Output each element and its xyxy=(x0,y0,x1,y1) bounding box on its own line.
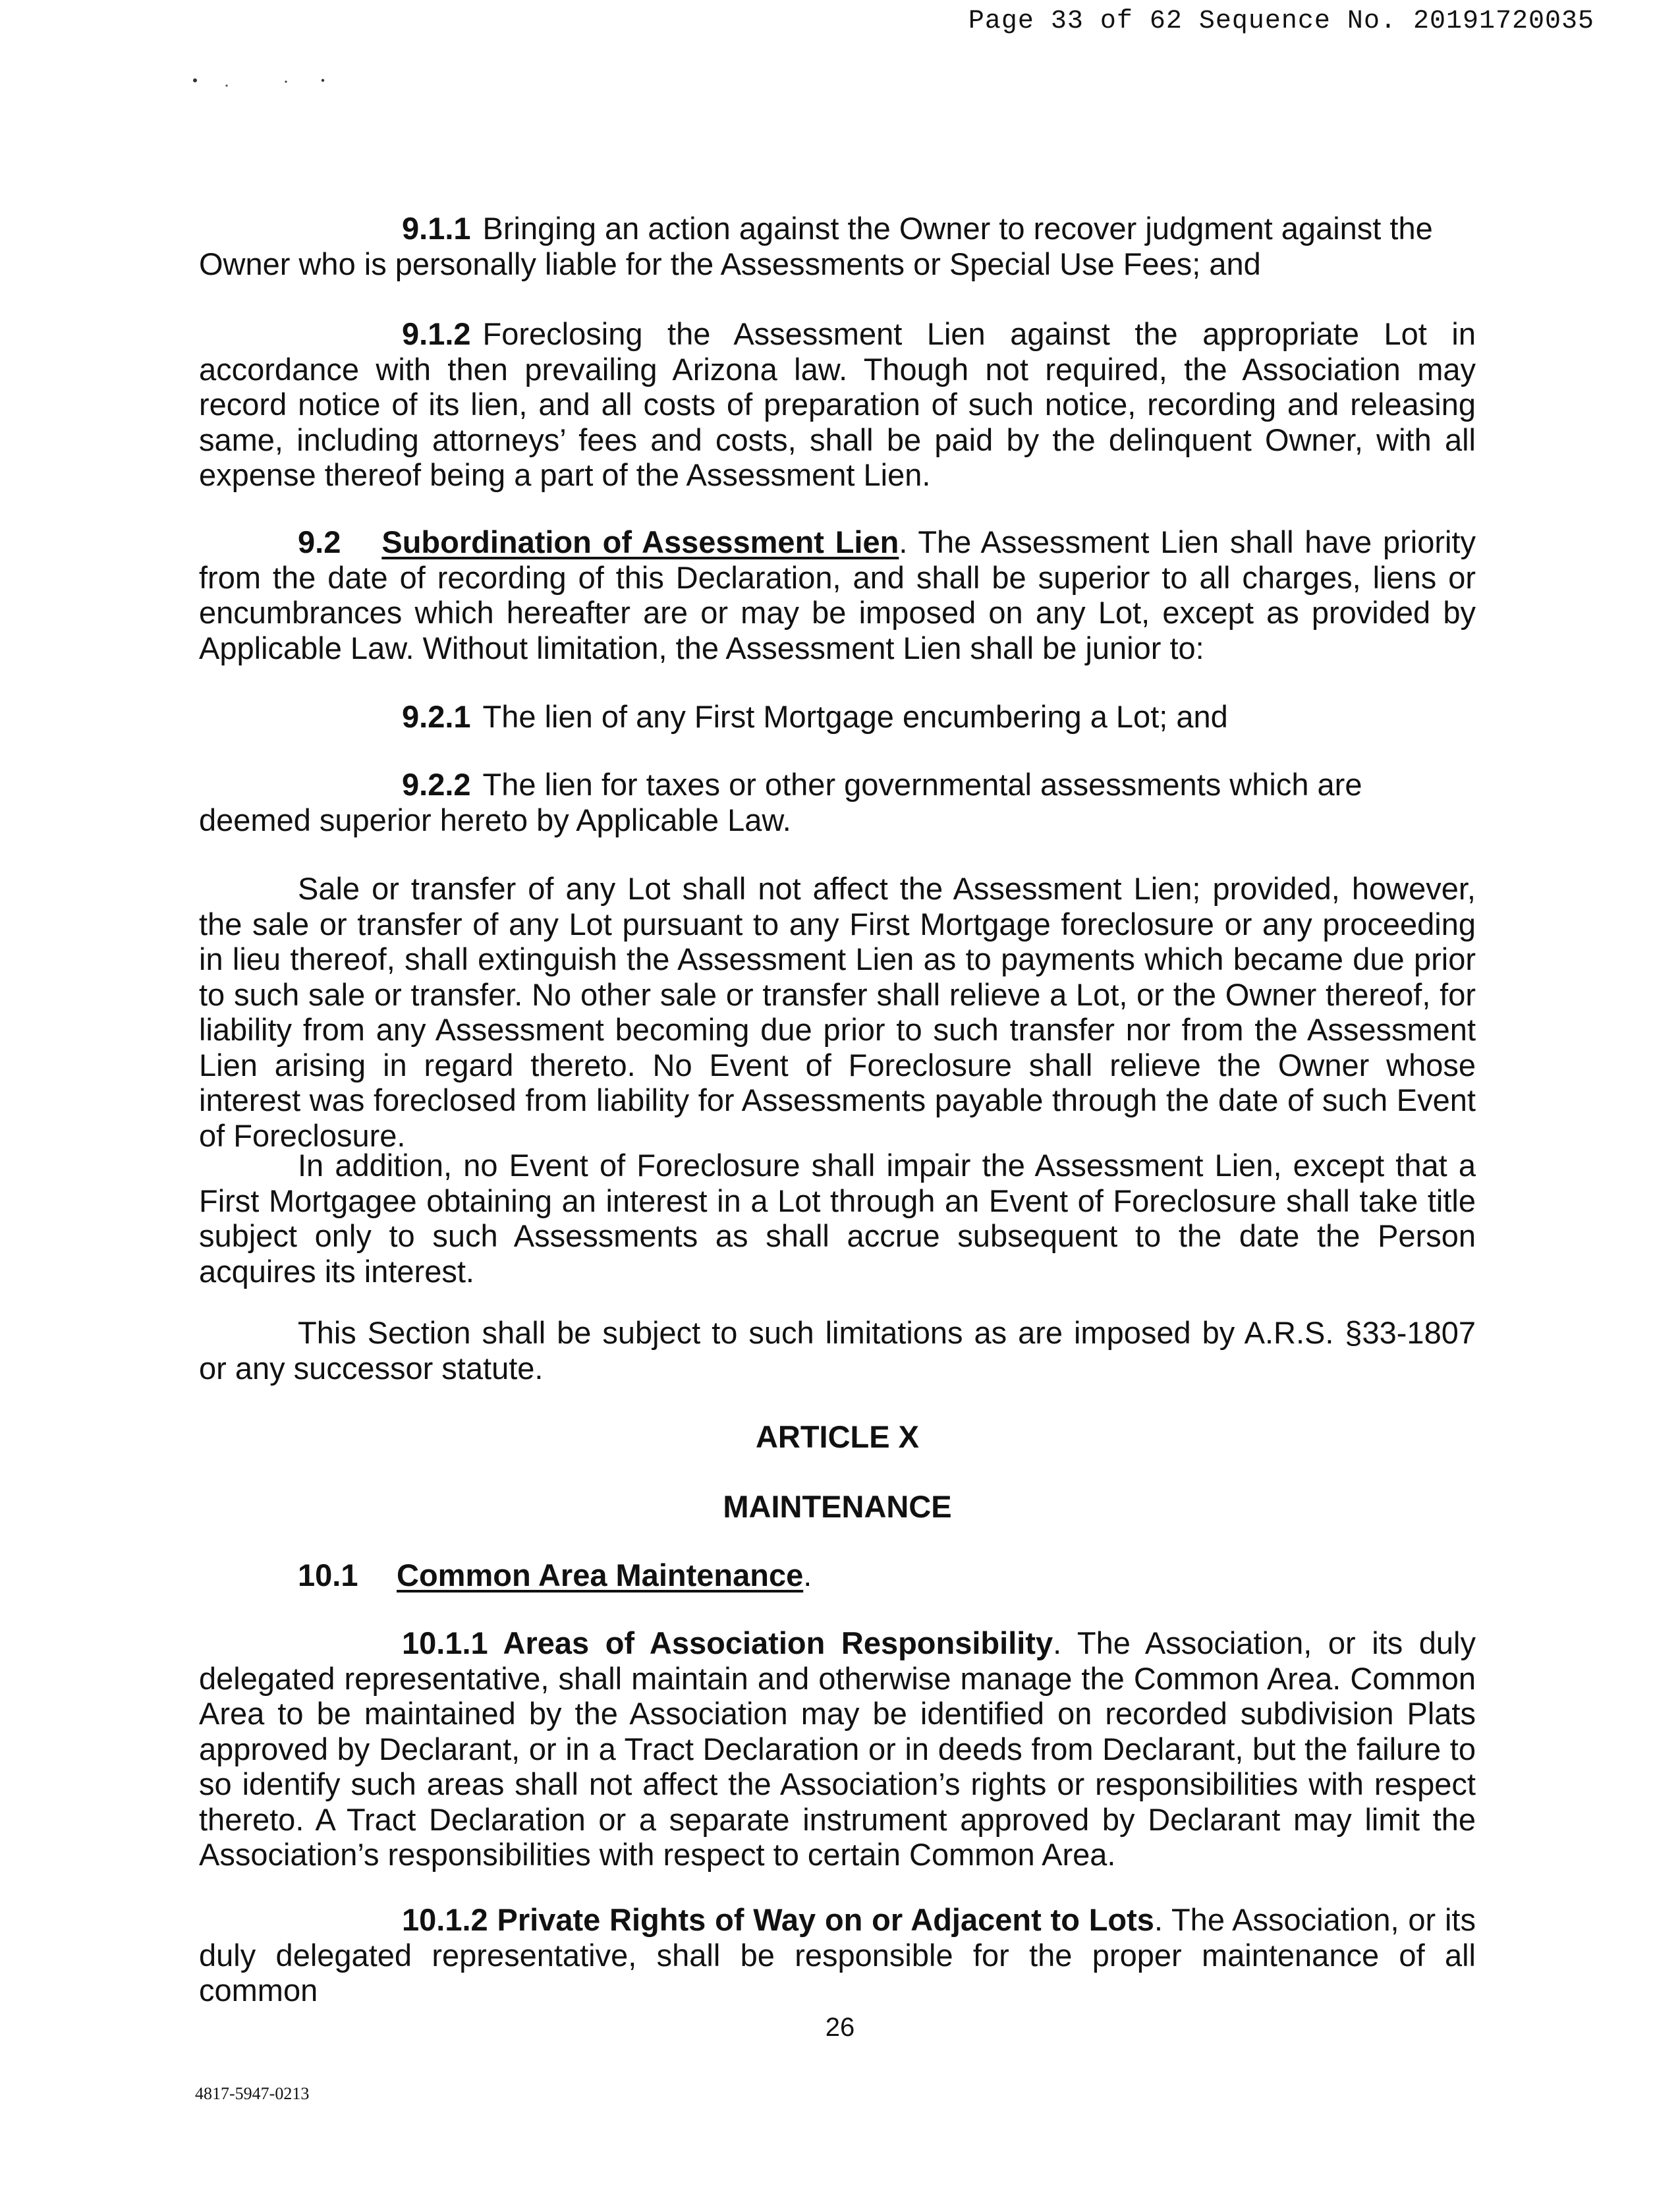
section-text: Foreclosing the Assessment Lien against the appropriate Lot in accordance with then prevailing Arizona law. Though not required, the Association may record notice of its lien, and all costs of preparation of such notice, recording and releasing same, including attorneys’ fees and costs, shall be paid by the delinquent Owner, with all expense thereof being a part of the Assessment Lien. xyxy=(199,316,1476,492)
section-9-2: 9.2 Subordination of Assessment Lien. The Assessment Lien shall have priority from the date of recording of this Declaration, and shall be superior to all charges, liens or encumbrances which hereafter are or may be imposed on any Lot, except as provided by Applicable Law. Without limitation, the Assessment Lien shall be junior to: xyxy=(199,524,1476,665)
paragraph-in-addition: In addition, no Event of Foreclosure shall impair the Assessment Lien, except that a First Mortgagee obtaining an interest in a Lot through an Event of Foreclosure shall take title subject only to such Assessments as shall accrue subsequent to the date the Person acquires its interest. xyxy=(199,1148,1476,1289)
section-text: The Assessment Lien shall have priority from the date of recording of this Declaration, and shall be superior to all charges, liens or encumbrances which hereafter are or may be imposed on any Lot, except as provided by Applicable Law. Without limitation, the Assessment Lien shall be junior to: xyxy=(199,524,1476,665)
section-9-2-1 xyxy=(199,699,1476,735)
page-sequence-header: Page 33 of 62 Sequence No. 20191720035 xyxy=(968,7,1594,36)
section-number: 10.1 xyxy=(298,1558,358,1592)
scan-specks xyxy=(184,71,336,98)
section-10-1-2: 10.1.2 Private Rights of Way on or Adjacent to Lots. The Association, or its duly delegated representative, shall be responsible for the proper maintenance of all common xyxy=(199,1902,1476,2008)
section-number: 9.2 xyxy=(298,524,341,559)
section-heading: 10.1.2 Private Rights of Way on or Adjacent to Lots xyxy=(402,1902,1154,1937)
article-title: MAINTENANCE xyxy=(723,1489,952,1524)
section-heading: 10.1.1 Areas of Association Responsibility xyxy=(402,1625,1053,1660)
section-text: The Association, or its duly delegated representative, shall maintain and otherwise manage the Common Area. Common Area to be maintained by the Association may be identified on recorded subdivision Plats approved by Declarant, or in a Tract Declaration or in deeds from Declarant, but the failure to so identify such areas shall not affect the Association’s rights or responsibilities with respect thereto. A Tract Declaration or a separate instrument approved by Declarant may limit the Association’s responsibilities with respect to certain Common Area. xyxy=(199,1625,1476,1872)
paragraph-sale-transfer: Sale or transfer of any Lot shall not affect the Assessment Lien; provided, however, the sale or transfer of any Lot pursuant to any First Mortgage foreclosure or any proceeding in lieu thereof, shall extinguish the Assessment Lien as to payments which became due prior to such sale or transfer. No other sale or transfer shall relieve a Lot, or the Owner thereof, for liability from any Assessment becoming due prior to such transfer nor from the Assessment Lien arising in regard thereto. No Event of Foreclosure shall relieve the Owner whose interest was foreclosed from liability for Assessments payable through the date of such Event of Foreclosure. xyxy=(199,871,1476,1153)
article-heading: ARTICLE X xyxy=(755,1419,920,1454)
paragraph-section-limitations: This Section shall be subject to such limitations as are imposed by A.R.S. §33-1807 or any successor statute. xyxy=(199,1315,1476,1386)
section-9-1-1 xyxy=(199,211,1476,281)
section-9-1-2 xyxy=(199,316,1476,493)
section-title: Common Area Maintenance xyxy=(397,1558,804,1592)
section-number: 9.1.2 xyxy=(402,316,471,351)
section-number: 9.2.1 xyxy=(402,699,471,734)
section-number: 9.2.2 xyxy=(402,767,471,802)
section-text: Bringing an action against the Owner to recover judgment against the Owner who is personally liable for the Assessments or Special Use Fees; and xyxy=(199,211,1433,281)
section-text: The lien for taxes or other governmental assessments which are deemed superior hereto by Applicable Law. xyxy=(199,767,1362,837)
section-text: The lien of any First Mortgage encumbering a Lot; and xyxy=(482,699,1228,734)
section-10-1: 10.1 Common Area Maintenance. xyxy=(298,1558,812,1592)
page-number: 26 xyxy=(825,2013,855,2042)
section-title: Subordination of Assessment Lien xyxy=(381,524,899,559)
section-9-2-2 xyxy=(199,767,1476,837)
section-number: 9.1.1 xyxy=(402,211,471,246)
section-text: The Association, or its duly delegated representative, shall be responsible for the proper maintenance of all common xyxy=(199,1902,1476,2008)
section-10-1-1: 10.1.1 Areas of Association Responsibility. The Association, or its duly delegated representative, shall maintain and otherwise manage the Common Area. Common Area to be maintained by the Association may be identified on recorded subdivision Plats approved by Declarant, or in a Tract Declaration or in deeds from Declarant, but the failure to so identify such areas shall not affect the Association’s rights or responsibilities with respect thereto. A Tract Declaration or a separate instrument approved by Declarant may limit the Association’s responsibilities with respect to certain Common Area. xyxy=(199,1625,1476,1872)
document-id: 4817-5947-0213 xyxy=(195,2084,310,2103)
